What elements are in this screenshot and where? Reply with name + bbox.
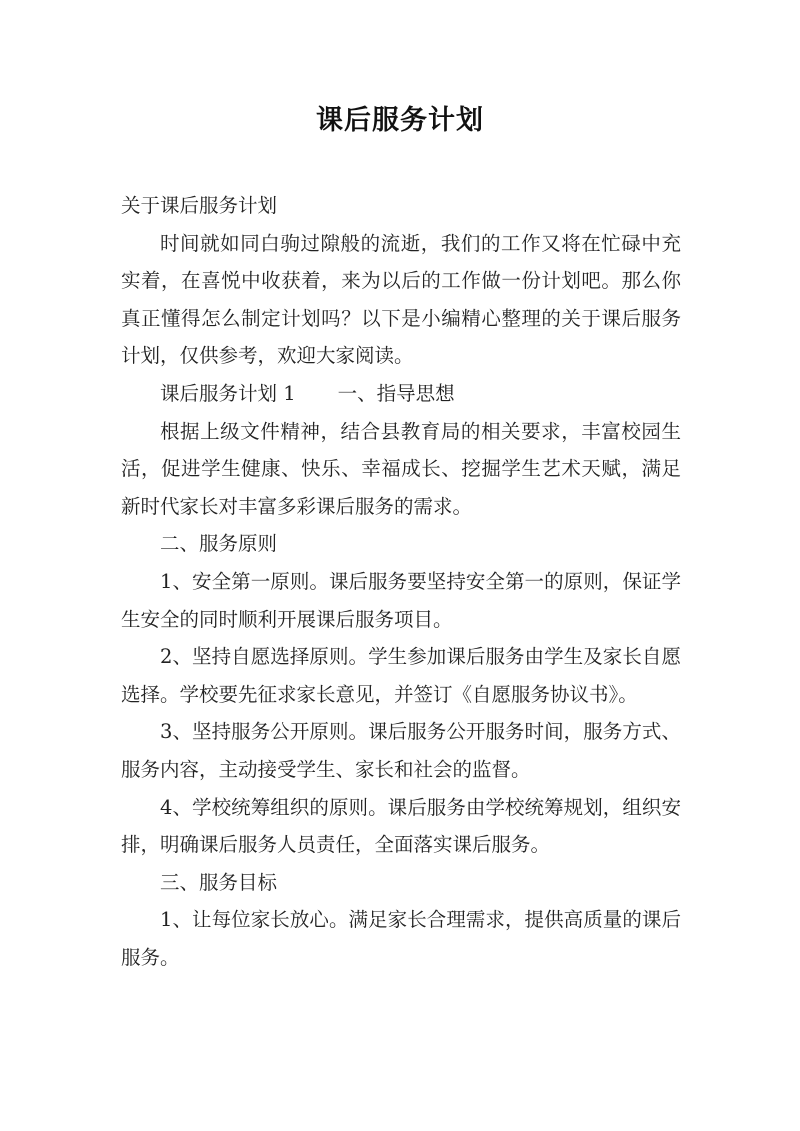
paragraph-principle-3: 3、坚持服务公开原则。课后服务公开服务时间，服务方式、服务内容，主动接受学生、家长和社会的监督。 — [121, 720, 681, 781]
intro-label: 关于课后服务计划 — [121, 194, 278, 217]
paragraph-principle-2: 2、坚持自愿选择原则。学生参加课后服务由学生及家长自愿选择。学校要先征求家长意见，并签订《自愿服务协议书》。 — [121, 645, 681, 706]
paragraph-principle-4: 4、学校统筹组织的原则。课后服务由学校统筹规划，组织安排，明确课后服务人员责任，全面落实课后服务。 — [121, 795, 681, 857]
paragraph-principle-1: 1、安全第一原则。课后服务要坚持安全第一的原则，保证学生安全的同时顺利开展课后服务项目。 — [121, 569, 681, 631]
section-heading-goals: 三、服务目标 — [160, 870, 278, 894]
document-body — [121, 187, 681, 976]
paragraph-goal-1: 1、让每位家长放心。满足家长合理需求，提供高质量的课后服务。 — [121, 908, 681, 969]
paragraph-guiding: 根据上级文件精神，结合县教育局的相关要求，丰富校园生活，促进学生健康、快乐、幸福成长、挖掘学生艺术天赋，满足新时代家长对丰富多彩课后服务的需求。 — [121, 419, 681, 518]
document-title: 课后服务计划 — [316, 105, 484, 136]
section-heading-principles: 二、服务原则 — [160, 532, 278, 556]
section-heading-guiding: 一、指导思想 — [337, 381, 455, 405]
plan-heading-line — [121, 375, 681, 413]
paragraph-intro: 时间就如同白驹过隙般的流逝，我们的工作又将在忙碌中充实着，在喜悦中收获着，来为以后的工作做一份计划吧。那么你真正懂得怎么制定计划吗？以下是小编精心整理的关于课后服务计划，仅供参考，欢迎大家阅读。 — [121, 231, 681, 368]
plan-heading: 课后服务计划 1 — [160, 381, 296, 405]
